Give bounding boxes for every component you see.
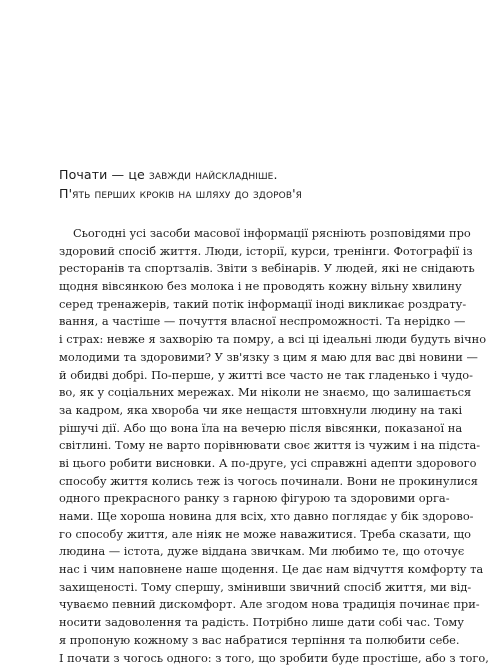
paragraph-line: І почати з чогось одного: з того, що зробити буде простіше, або з того,: [59, 650, 419, 667]
paragraph-line: й обидві добрі. По-перше, у житті все часто не так гладенько і чудо-: [59, 367, 419, 385]
paragraph-line: ві цього робити висновки. А по-друге, усі справжні адепти здорового: [59, 455, 419, 473]
paragraph-line: ресторанів та спортзалів. Звіти з вебінарів. У людей, які не снідають: [59, 260, 419, 278]
chapter-heading-line-2: [59, 184, 419, 203]
paragraph-line: способу життя колись теж із чогось починали. Вони не прокинулися: [59, 473, 419, 491]
paragraph-line: го способу життя, але ніяк не може наважитися. Треба сказати, що: [59, 526, 419, 544]
paragraph-line: нас і чим наповнене наше щодення. Це дає нам відчуття комфорту та: [59, 561, 419, 579]
paragraph-line: щодня вівсянкою без молока і не проводять кожну вільну хвилину: [59, 278, 419, 296]
paragraph-line: світлині. Тому не варто порівнювати своє життя із чужим і на підста-: [59, 437, 419, 455]
paragraph-line: носити задоволення та радість. Потрібно лише дати собі час. Тому: [59, 614, 419, 632]
paragraph-line: вання, а частіше — почуття власної неспроможності. Та нерідко —: [59, 313, 419, 331]
paragraph-line: чуваємо певний дискомфорт. Але згодом нова традиція починає при-: [59, 596, 419, 614]
heading-line-1-start: Почати — це: [59, 167, 149, 182]
paragraph-line: нами. Ще хороша новина для всіх, хто давно поглядає у бік здорово-: [59, 508, 419, 526]
paragraph-line: і страх: невже я захворію та помру, а всі ці ідеальні люди будуть вічно: [59, 331, 419, 349]
chapter-heading-line-1: [59, 165, 419, 184]
paragraph-line: Сьогодні усі засоби масової інформації рясніють розповідями про: [59, 225, 419, 243]
paragraph-line: за кадром, яка хвороба чи яке нещастя штовхнули людину на такі: [59, 402, 419, 420]
paragraph-line: во, як у соціальних мережах. Ми ніколи не знаємо, що залишається: [59, 384, 419, 402]
paragraph-line: людина — істота, дуже віддана звичкам. Ми любимо те, що оточує: [59, 543, 419, 561]
paragraph-line: я пропоную кожному з вас набратися терпіння та полюбити себе.: [59, 632, 419, 650]
paragraph-line: захищеності. Тому спершу, змінивши звичний спосіб життя, ми від-: [59, 579, 419, 597]
paragraph-line: рішучі дії. Або що вона їла на вечерю після вівсянки, показаної на: [59, 420, 419, 438]
paragraph-line: молодими та здоровими? У зв'язку з цим я маю для вас дві новини —: [59, 349, 419, 367]
paragraph-line: одного прекрасного ранку з гарною фігурою та здоровими орга-: [59, 490, 419, 508]
body-paragraph: [59, 225, 419, 667]
heading-line-2-start: П': [59, 186, 72, 201]
paragraph-line: серед тренажерів, такий потік інформації іноді викликає роздрату-: [59, 296, 419, 314]
chapter-heading: [59, 165, 419, 203]
heading-line-1-smallcaps: завжди найскладніше.: [149, 167, 278, 182]
heading-line-2-smallcaps: ять перших кроків на шляху до здоров'я: [72, 186, 302, 201]
paragraph-line: здоровий спосіб життя. Люди, історії, курси, тренінги. Фотографії із: [59, 243, 419, 261]
